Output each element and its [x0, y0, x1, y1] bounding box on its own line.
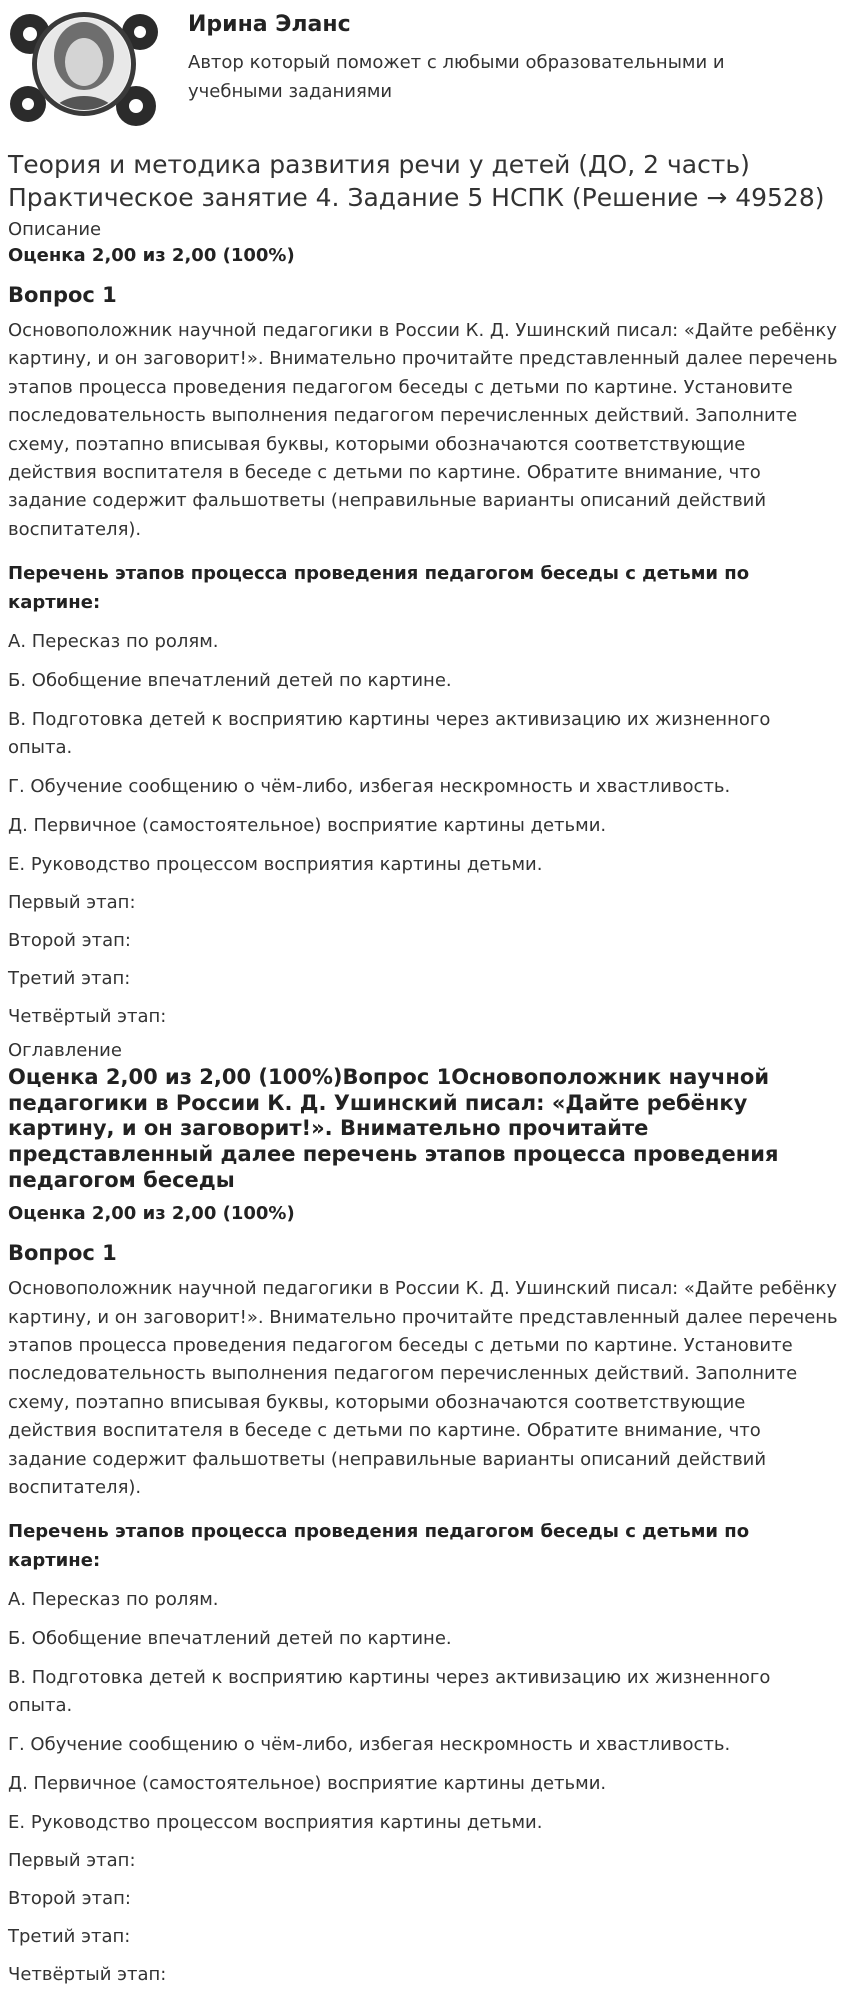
question-text: Основоположник научной педагогики в России К. Д. Ушинский писал: «Дайте ребёнку картину, и он заговорит!». Внимательно прочитайте представленный далее перечень этапов процесса проведения педагогом беседы с детьми по картине. Установите последовательность выполнения педагогом перечисленных действий. Заполните схему, поэтапно вписывая буквы, которыми обозначаются соответствующие действия воспитателя в беседе с детьми по картине. Обратите внимание, что задание содержит фальшответы (неправильные варианты описаний действий воспитателя). — [8, 320, 838, 540]
score-text: Оценка 2,00 из 2,00 (100%) — [8, 245, 295, 266]
title-line-2: Практическое занятие 4. Задание 5 НСПК (Решение → 49528) — [8, 183, 825, 212]
description-section — [8, 243, 839, 1031]
title-line-1: Теория и методика развития речи у детей (ДО, 2 часть) — [8, 150, 750, 179]
avatar-image — [8, 4, 160, 134]
stage-2: Второй этап: — [8, 930, 131, 952]
option-v: В. Подготовка детей к восприятию картины через активизацию их жизненного опыта. — [8, 709, 771, 759]
option-e: Е. Руководство процессом восприятия картины детьми. — [8, 854, 543, 876]
page-title — [8, 148, 839, 214]
stage-3: Третий этап: — [8, 968, 131, 990]
option-a: А. Пересказ по ролям. — [8, 631, 219, 653]
stage-3: Третий этап: — [8, 1926, 131, 1948]
option-d: Д. Первичное (самостоятельное) восприятие картины детьми. — [8, 815, 607, 837]
stage-1: Первый этап: — [8, 892, 136, 914]
description-label: Описание — [8, 219, 102, 240]
stage-4: Четвёртый этап: — [8, 1964, 167, 1986]
option-b: Б. Обобщение впечатлений детей по картине. — [8, 670, 452, 692]
stage-2: Второй этап: — [8, 1888, 131, 1910]
toc-heading: Оценка 2,00 из 2,00 (100%)Вопрос 1Основоположник научной педагогики в России К. Д. Ушинский писал: «Дайте ребёнку картину, и он заговорит!». Внимательно прочитайте представленный далее перечень этапов процесса проведения педагогом беседы — [8, 1065, 779, 1192]
question-text: Основоположник научной педагогики в России К. Д. Ушинский писал: «Дайте ребёнку картину, и он заговорит!». Внимательно прочитайте представленный далее перечень этапов процесса проведения педагогом беседы с детьми по картине. Установите последовательность выполнения педагогом перечисленных действий. Заполните схему, поэтапно вписывая буквы, которыми обозначаются соответствующие действия воспитателя в беседе с детьми по картине. Обратите внимание, что задание содержит фальшответы (неправильные варианты описаний действий воспитателя). — [8, 1278, 838, 1499]
avatar[interactable] — [8, 4, 160, 134]
option-e: Е. Руководство процессом восприятия картины детьми. — [8, 1812, 543, 1834]
stage-1: Первый этап: — [8, 1850, 136, 1872]
score-text: Оценка 2,00 из 2,00 (100%) — [8, 1203, 295, 1225]
toc-section — [8, 1201, 839, 1989]
option-a: А. Пересказ по ролям. — [8, 1589, 219, 1611]
option-v: В. Подготовка детей к восприятию картины через активизацию их жизненного опыта. — [8, 1667, 771, 1717]
stage-4: Четвёртый этап: — [8, 1006, 167, 1028]
option-g: Г. Обучение сообщению о чём-либо, избегая нескромность и хвастливость. — [8, 1734, 731, 1756]
author-name[interactable]: Ирина Эланс — [188, 12, 351, 37]
option-g: Г. Обучение сообщению о чём-либо, избегая нескромность и хвастливость. — [8, 776, 731, 798]
question-heading: Вопрос 1 — [8, 1241, 117, 1266]
toc-label: Оглавление — [8, 1040, 122, 1062]
option-b: Б. Обобщение впечатлений детей по картине. — [8, 1628, 452, 1650]
stages-list-heading: Перечень этапов процесса проведения педагогом беседы с детьми по картине: — [8, 563, 750, 613]
author-description: Автор который поможет с любыми образовательными и учебными заданиями — [188, 52, 725, 102]
stages-list-heading: Перечень этапов процесса проведения педагогом беседы с детьми по картине: — [8, 1521, 750, 1571]
author-card — [8, 0, 839, 140]
question-heading: Вопрос 1 — [8, 283, 117, 307]
option-d: Д. Первичное (самостоятельное) восприятие картины детьми. — [8, 1773, 607, 1795]
